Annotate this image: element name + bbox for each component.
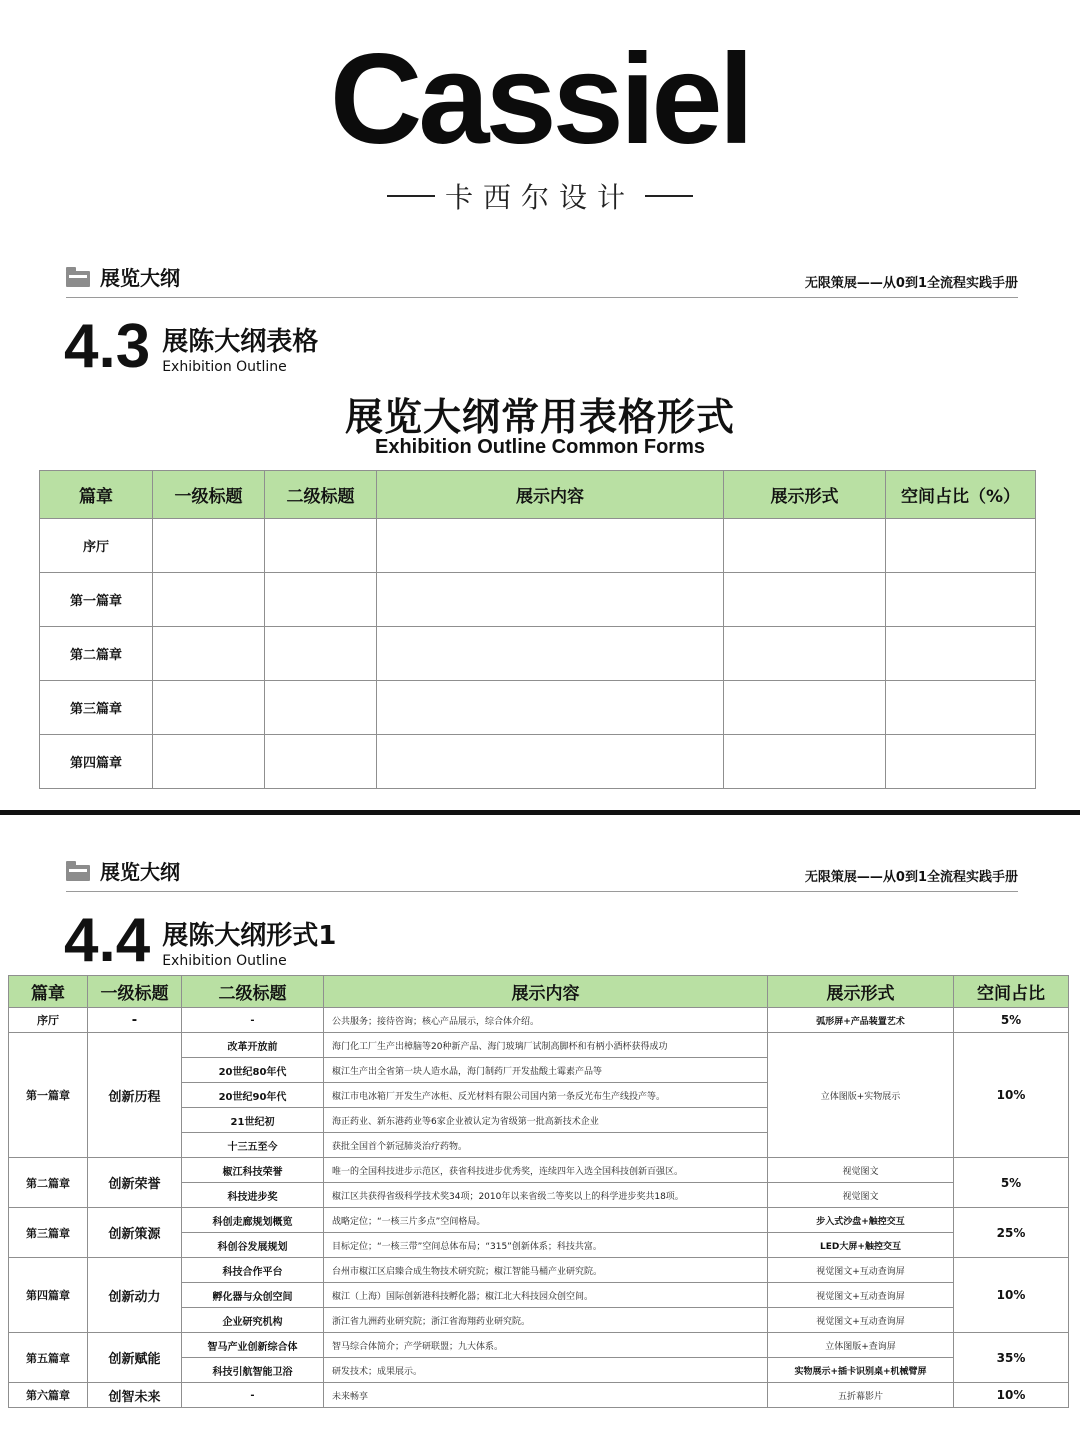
level1-cell: 创新荣誉 [88,1158,182,1208]
section-title: 展陈大纲形式1 [162,921,337,951]
table-row [40,573,1036,627]
form-cell: 视觉图文+互动查询屏 [768,1308,954,1333]
chapter-cell: 序厅 [9,1008,88,1033]
content-cell: 战略定位；“一核三片多点”空间格局。 [324,1208,768,1233]
content-cell: 台州市椒江区启臻合成生物技术研究院；椒江智能马桶产业研究院。 [324,1258,768,1283]
content-cell: 公共服务；接待咨询；核心产品展示，综合体介绍。 [324,1008,768,1033]
form-cell: 五折幕影片 [768,1383,954,1408]
table-row [9,1258,1069,1283]
content-cell: 海门化工厂生产出樟脑等20种新产品、海门玻璃厂试制高脚杯和有柄小酒杯获得成功 [324,1033,768,1058]
content-cell: 海正药业、新东港药业等6家企业被认定为省级第一批高新技术企业 [324,1108,768,1133]
section-header-label: 展览大纲 [100,860,180,884]
section-header-2 [66,856,1018,892]
level2-cell: - [182,1383,324,1408]
table-row [9,1383,1069,1408]
level1-cell: 创新历程 [88,1033,182,1158]
level2-cell: 改革开放前 [182,1033,324,1058]
form-cell: 视觉图文 [768,1183,954,1208]
level2-cell: 椒江科技荣誉 [182,1158,324,1183]
percent-cell: 5% [954,1008,1069,1033]
section-title-en: Exhibition Outline [162,953,287,969]
main-title: 展览大纲常用表格形式 [344,395,735,439]
outline-detail-table [8,975,1069,1408]
level2-cell: 孵化器与众创空间 [182,1283,324,1308]
header-space: 空间占比 [954,976,1069,1008]
percent-cell: 10% [954,1033,1069,1158]
chapter-cell: 第六篇章 [9,1383,88,1408]
level2-cell: 十三五至今 [182,1133,324,1158]
content-cell: 研发技术；成果展示。 [324,1358,768,1383]
content-cell: 椒江生产出全省第一块人造水晶，海门制药厂开发盐酸土霉素产品等 [324,1058,768,1083]
chapter-cell: 第二篇章 [40,627,153,681]
table-row [40,681,1036,735]
section-title-en: Exhibition Outline [162,359,287,375]
handbook-title: 无限策展——从0到1全流程实践手册 [804,870,1018,885]
table-row [9,1033,1069,1058]
chapter-cell: 序厅 [40,519,153,573]
header-chapter: 篇章 [40,471,153,519]
form-cell: 弧形屏+产品装置艺术 [768,1008,954,1033]
level2-cell: 智马产业创新综合体 [182,1333,324,1358]
header-content: 展示内容 [324,976,768,1008]
form-cell: LED大屏+触控交互 [768,1233,954,1258]
chapter-cell: 第一篇章 [40,573,153,627]
content-cell: 椒江市电冰箱厂开发生产冰柜、反光材料有限公司国内第一条反光布生产线投产等。 [324,1083,768,1108]
percent-cell: 10% [954,1258,1069,1333]
chapter-cell: 第一篇章 [9,1033,88,1158]
percent-cell: 10% [954,1383,1069,1408]
content-cell: 智马综合体简介；产学研联盟；九大体系。 [324,1333,768,1358]
section-number: 4.4 [64,906,151,975]
table-row [9,1333,1069,1358]
level1-cell: 创新策源 [88,1208,182,1258]
header-form: 展示形式 [768,976,954,1008]
percent-cell: 35% [954,1333,1069,1383]
brand-logo: Cassiel [329,28,751,171]
left-dash [387,195,435,197]
section-number: 4.3 [64,312,151,381]
handbook-title: 无限策展——从0到1全流程实践手册 [804,276,1018,291]
level2-cell: 科技引航智能卫浴 [182,1358,324,1383]
table-row [40,519,1036,573]
chapter-cell: 第四篇章 [9,1258,88,1333]
level2-cell: 科技进步奖 [182,1183,324,1208]
section-title: 展陈大纲表格 [162,327,319,357]
brand-subtitle-text: 卡西尔设计 [444,181,635,214]
chapter-cell: 第二篇章 [9,1158,88,1208]
chapter-cell: 第五篇章 [9,1333,88,1383]
form-cell: 视觉图文+互动查询屏 [768,1258,954,1283]
level1-cell: - [88,1008,182,1033]
section-header-label: 展览大纲 [100,266,180,290]
content-cell: 椒江区共获得省级科学技术奖34项；2010年以来省级二等奖以上的科学进步奖共18项。 [324,1183,768,1208]
header-form: 展示形式 [724,471,886,519]
header-level1: 一级标题 [153,471,265,519]
content-cell: 唯一的全国科技进步示范区，获省科技进步优秀奖，连续四年入选全国科技创新百强区。 [324,1158,768,1183]
level1-cell: 创智未来 [88,1383,182,1408]
content-cell: 未来畅享 [324,1383,768,1408]
table-row [9,1008,1069,1033]
form-cell: 视觉图文 [768,1158,954,1183]
header-level1: 一级标题 [88,976,182,1008]
section-header-1 [66,262,1018,298]
header-space: 空间占比（%） [886,471,1036,519]
section-number-block-2 [64,906,1080,975]
level2-cell: - [182,1008,324,1033]
chapter-cell: 第四篇章 [40,735,153,789]
header-content: 展示内容 [377,471,724,519]
right-dash [645,195,693,197]
chapter-cell: 第三篇章 [9,1208,88,1258]
content-cell: 浙江省九洲药业研究院；浙江省海翔药业研究院。 [324,1308,768,1333]
table-header-row [40,471,1036,519]
chapter-cell: 第三篇章 [40,681,153,735]
page-divider [0,810,1080,815]
brand-subtitle [0,176,1080,216]
table-row [9,1208,1069,1233]
main-title-en: Exhibition Outline Common Forms [375,436,705,458]
level1-cell: 创新动力 [88,1258,182,1333]
form-cell: 视觉图文+互动查询屏 [768,1283,954,1308]
level2-cell: 科技合作平台 [182,1258,324,1283]
percent-cell: 5% [954,1158,1069,1208]
content-cell: 目标定位；“一核三带”空间总体布局；“315”创新体系；科技共富。 [324,1233,768,1258]
outline-form-table [39,470,1036,789]
level2-cell: 21世纪初 [182,1108,324,1133]
level1-cell: 创新赋能 [88,1333,182,1383]
table-header-row [9,976,1069,1008]
header-chapter: 篇章 [9,976,88,1008]
level2-cell: 科创谷发展规划 [182,1233,324,1258]
table-row [40,627,1036,681]
folder-icon [66,861,90,881]
level2-cell: 20世纪90年代 [182,1083,324,1108]
level2-cell: 科创走廊规划概览 [182,1208,324,1233]
percent-cell: 25% [954,1208,1069,1258]
header-level2: 二级标题 [265,471,377,519]
table-row [40,735,1036,789]
level2-cell: 企业研究机构 [182,1308,324,1333]
folder-icon [66,267,90,287]
form-cell: 步入式沙盘+触控交互 [768,1208,954,1233]
content-cell: 椒江（上海）国际创新港科技孵化器；椒江北大科技园众创空间。 [324,1283,768,1308]
form-cell: 立体图版+查询屏 [768,1333,954,1358]
header-level2: 二级标题 [182,976,324,1008]
form-cell: 实物展示+插卡识别桌+机械臂屏 [768,1358,954,1383]
section-number-block-1 [64,312,1080,381]
level2-cell: 20世纪80年代 [182,1058,324,1083]
table-row [9,1158,1069,1183]
content-cell: 获批全国首个新冠肺炎治疗药物。 [324,1133,768,1158]
form-cell: 立体图版+实物展示 [768,1033,954,1158]
